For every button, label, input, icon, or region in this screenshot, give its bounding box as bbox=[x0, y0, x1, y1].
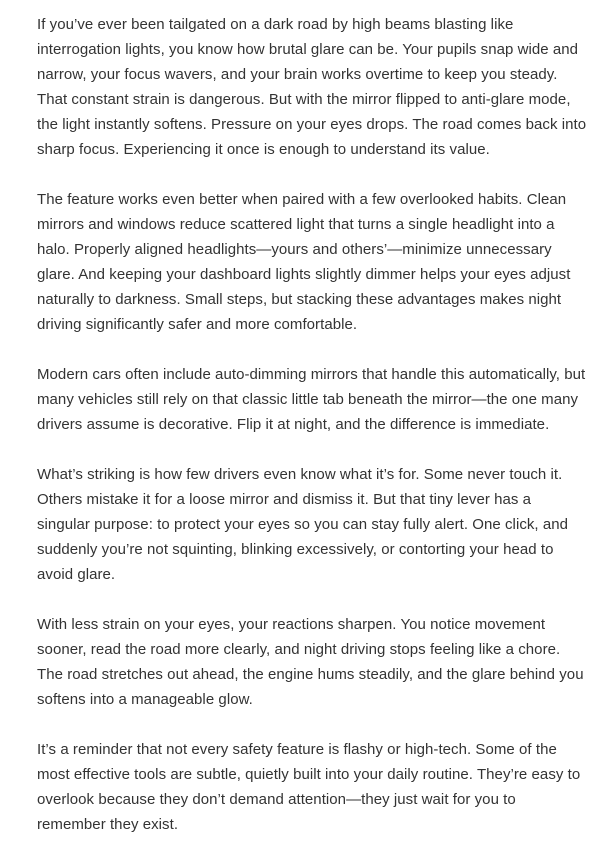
paragraph-few-drivers-know: What’s striking is how few drivers even know what it’s for. Some never touch it. Others mistake it for a loose mirror and dismiss it. But that tiny lever has a singular purpose: to protect your eyes so you can stay fully alert. One click, and suddenly you’re not squinting, blinking excessively, or contorting your head to avoid glare. bbox=[37, 466, 569, 583]
paragraph-auto-dimming: Modern cars often include auto-dimming mirrors that handle this automatically, but many vehicles still rely on that classic little tab beneath the mirror—the one many drivers assume is decorative. Flip it at night, and the difference is immediate. bbox=[37, 366, 586, 433]
paragraph-glare-experience: If you’ve ever been tailgated on a dark road by high beams blasting like interrogation lights, you know how brutal glare can be. Your pupils snap wide and narrow, your focus wavers, and your brain works overtime to keep you steady. That constant strain is dangerous. But with the mirror flipped to anti-glare mode, the light instantly softens. Pressure on your eyes drops. The road comes back into sharp focus. Experiencing it once is enough to understand its value. bbox=[37, 16, 587, 158]
paragraph-reminder: It’s a reminder that not every safety feature is flashy or high-tech. Some of the most effective tools are subtle, quietly built into your daily routine. They’re easy to overlook because they don’t demand attention—they just wait for you to remember they exist. bbox=[37, 741, 581, 833]
paragraph-overlooked-habits: The feature works even better when paired with a few overlooked habits. Clean mirrors and windows reduce scattered light that turns a single headlight into a halo. Properly aligned headlights—yours and others’—minimize unnecessary glare. And keeping your dashboard lights slightly dimmer helps your eyes adjust naturally to darkness. Small steps, but stacking these advantages makes night driving significantly safer and more comfortable. bbox=[37, 191, 571, 333]
paragraph-less-strain: With less strain on your eyes, your reactions sharpen. You notice movement sooner, read the road more clearly, and night driving stops feeling like a chore. The road stretches out ahead, the engine hums steadily, and the glare behind you softens into a manageable glow. bbox=[37, 616, 584, 708]
article-body bbox=[37, 12, 587, 837]
